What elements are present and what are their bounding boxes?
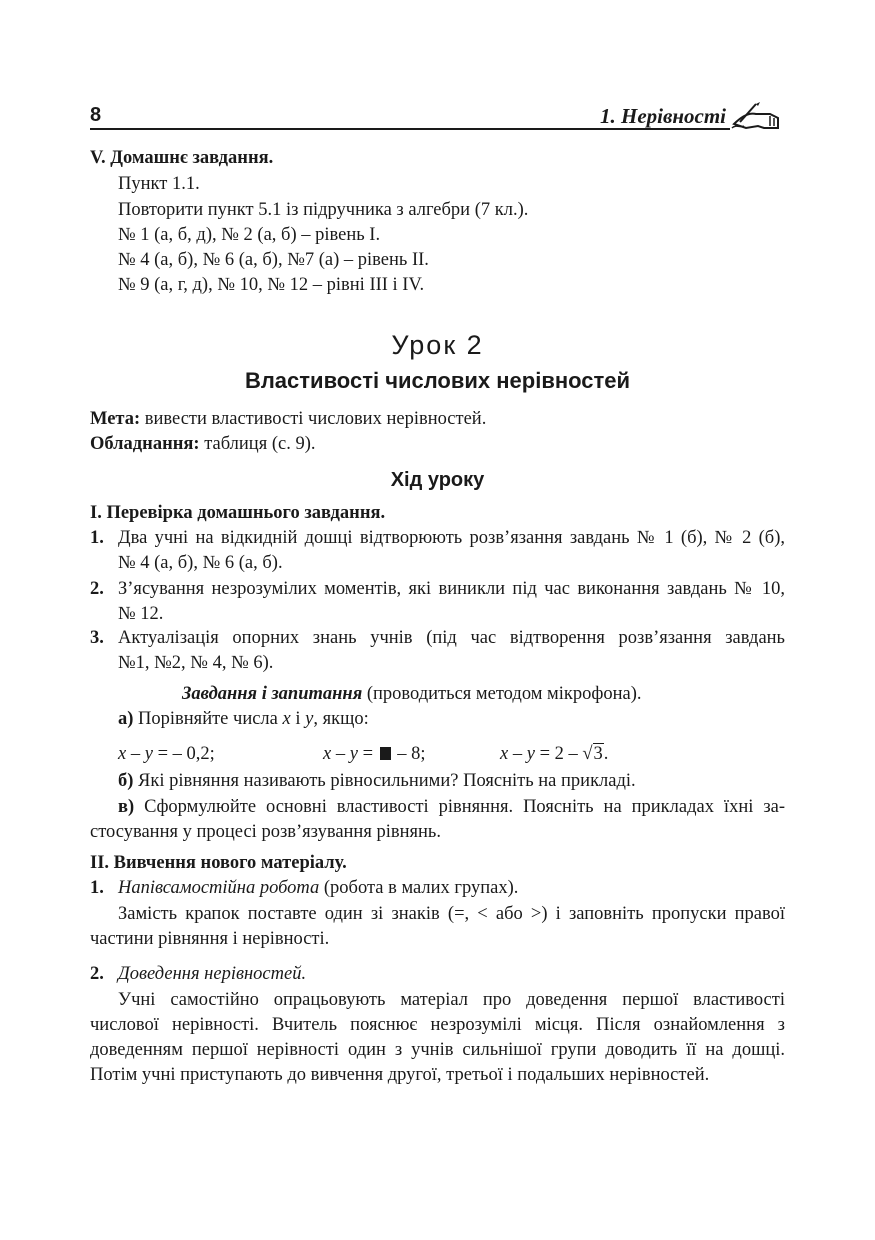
question-b-label: б): [118, 771, 134, 791]
lesson-topic: Властивості числових нерівностей: [244, 368, 631, 393]
equation-1: [118, 741, 215, 767]
item-title-line: [118, 875, 518, 901]
equation-rhs: – 8;: [392, 744, 426, 764]
paragraph-line: доведенням першої нерівності один з учнів сильнішої групи доводить її на дошці.: [90, 1040, 785, 1060]
item-number: 1.: [90, 878, 104, 898]
item-number: 1.: [90, 528, 104, 548]
item-line: №1, №2, № 4, № 6).: [118, 653, 274, 673]
goal-label: Мета:: [90, 409, 141, 429]
equation-eq: = 2 –: [534, 744, 583, 764]
item-title: Напівсамостійна робота: [118, 878, 320, 898]
equation-lhs: x – y: [323, 744, 358, 764]
homework-line: № 9 (а, г, д), № 10, № 12 – рівні III і IV.: [118, 275, 425, 295]
item-number: 2.: [90, 964, 104, 984]
question-a-and: і: [290, 709, 306, 729]
sqrt-radical-icon: √: [582, 744, 593, 764]
question-a-label: а): [118, 709, 134, 729]
section1-heading: I. Перевірка домашнього завдання.: [90, 503, 386, 523]
equipment-label: Обладнання:: [90, 434, 200, 454]
equation-3: [500, 741, 608, 767]
homework-line: Повторити пункт 5.1 із підручника з алгебри (7 кл.).: [118, 200, 529, 220]
tasks-title-line: [182, 681, 642, 707]
equation-end: .: [603, 744, 609, 764]
tasks-note: (проводиться методом мікрофона).: [362, 684, 642, 704]
item-line: № 12.: [118, 604, 164, 624]
equation-lhs: x – y: [118, 744, 153, 764]
item-number: 2.: [90, 579, 104, 599]
sqrt-expression: [582, 741, 603, 767]
equation-lhs: x – y: [500, 744, 535, 764]
question-c-label: в): [118, 797, 135, 817]
homework-line: № 4 (а, б), № 6 (а, б), №7 (а) – рівень II.: [118, 250, 429, 270]
paragraph-line: Замість крапок поставте один зі знаків (=, < або >) і заповніть пропуски правої: [118, 904, 785, 924]
header-rule: [90, 128, 730, 130]
course-heading: Хід уроку: [390, 469, 485, 491]
tasks-title: Завдання і запитання: [182, 684, 363, 704]
homework-line: № 1 (а, б, д), № 2 (а, б) – рівень I.: [118, 225, 381, 245]
question-b-text: Які рівняння називають рівносильними? Поясніть на прикладі.: [133, 771, 636, 791]
question-c-text: Сформулюйте основні властивості рівняння. Поясніть на прикладах їхні за-: [134, 797, 785, 817]
equipment-text: таблиця (с. 9).: [199, 434, 316, 454]
section2-heading: II. Вивчення нового матеріалу.: [90, 853, 347, 873]
item-line: З’ясування незрозумілих моментів, які виникли під час виконання завдань № 10,: [118, 579, 785, 599]
homework-line: Пункт 1.1.: [118, 174, 200, 194]
item-number: 3.: [90, 628, 104, 648]
sqrt-radicand: 3: [593, 744, 603, 764]
homework-heading: V. Домашнє завдання.: [90, 148, 274, 168]
item-line: № 4 (а, б), № 6 (а, б).: [118, 553, 283, 573]
item-note: (робота в малих групах).: [319, 878, 519, 898]
question-a: [118, 706, 369, 732]
paragraph-line: частини рівняння і нерівності.: [90, 929, 330, 949]
paragraph-line: Потім учні приступають до вивчення другої, третьої і подальших нерівностей.: [90, 1065, 710, 1085]
question-b: [118, 768, 636, 794]
goal-text: вивести властивості числових нерівностей.: [140, 409, 487, 429]
question-a-end: , якщо:: [313, 709, 369, 729]
page-number: 8: [90, 104, 102, 126]
pi-symbol-icon: [380, 747, 391, 760]
lesson-goal: [90, 406, 486, 432]
question-c: [118, 794, 785, 820]
item-line: Два учні на відкидній дошці відтворюють розв’язання завдань № 1 (б), № 2 (б),: [118, 528, 785, 548]
equation-rhs: = – 0,2;: [152, 744, 215, 764]
var-x: x: [282, 709, 291, 729]
paragraph-line: Учні самостійно опрацьовують матеріал про доведення першої властивості: [118, 990, 785, 1010]
var-y: y: [305, 709, 314, 729]
equation-eq: =: [357, 744, 378, 764]
item-line: Актуалізація опорних знань учнів (під час відтворення розв’язання завдань: [118, 628, 785, 648]
chapter-title: 1. Нерівності: [600, 104, 727, 128]
equation-2: [323, 741, 426, 767]
question-c-cont: стосування у процесі розв’язування рівнянь.: [90, 822, 441, 842]
hand-writing-icon: [730, 100, 782, 132]
item-title: Доведення нерівностей.: [118, 964, 307, 984]
question-a-text: Порівняйте числа: [133, 709, 283, 729]
paragraph-line: числової нерівності. Вчитель пояснює незрозумілі місця. Після ознайомлення з: [90, 1015, 785, 1035]
lesson-number: Урок 2: [391, 330, 484, 360]
lesson-equipment: [90, 431, 316, 457]
